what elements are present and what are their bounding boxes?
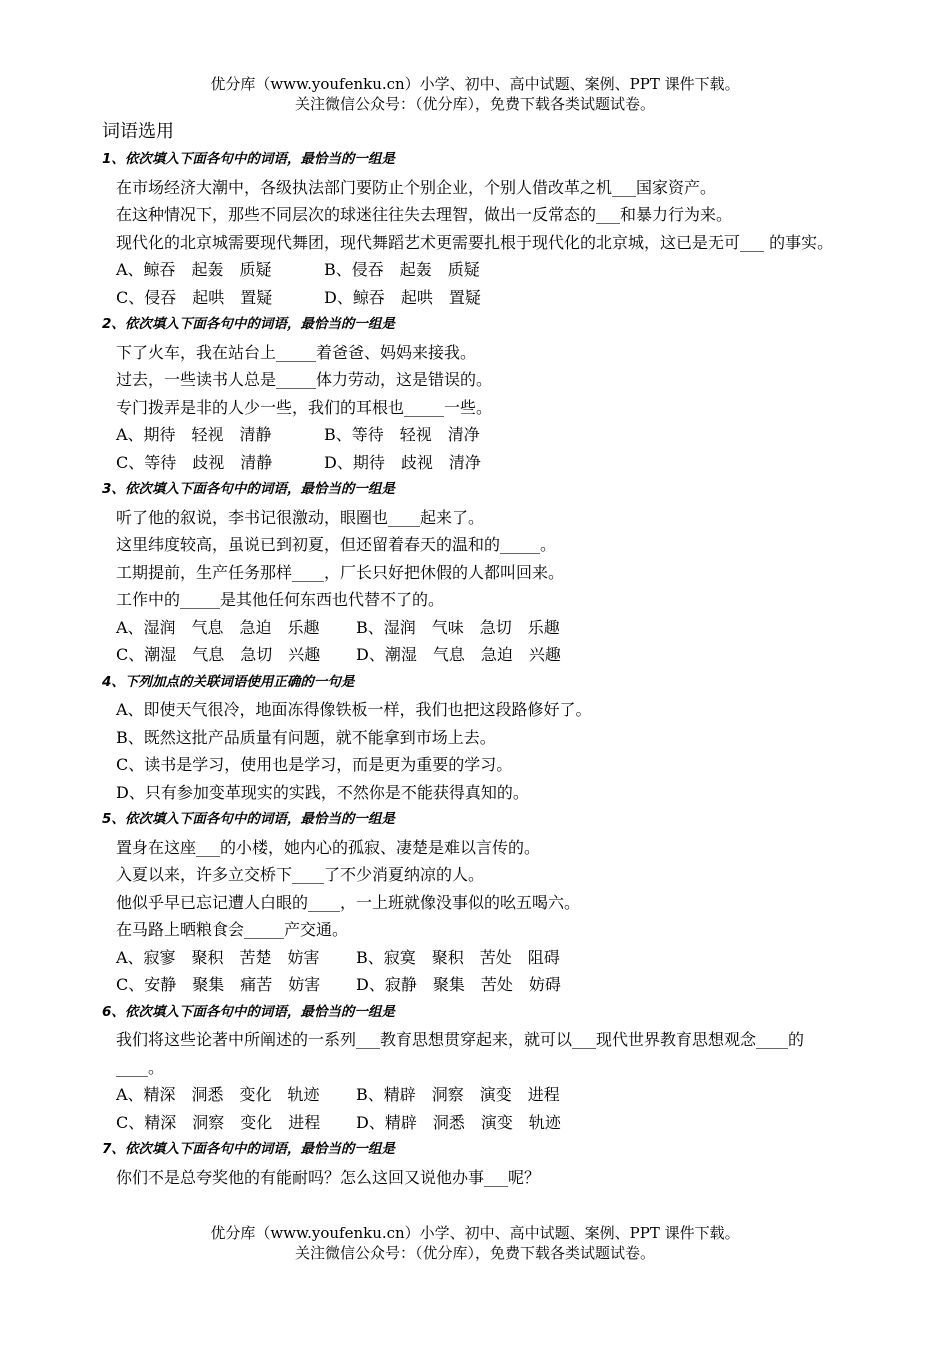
option-d: D、鲸吞 起哄 置疑 [324,287,481,307]
option-b: B、湿润 气味 急切 乐趣 [356,617,560,637]
option-c: C、读书是学习，使用也是学习，而是更为重要的学习。 [116,755,513,774]
option-b: B、既然这批产品质量有问题，就不能拿到市场上去。 [116,727,496,747]
document-body [102,118,862,1191]
question-1 [102,146,862,311]
question-title: 5、依次填入下面各句中的词语，最恰当的一组是 [102,811,395,827]
options-row [102,256,862,284]
question-sentence: 专门拨弄是非的人少一些，我们的耳根也_____一些。 [116,397,493,417]
options-row [102,449,862,477]
options-row [102,971,862,999]
option-b: B、精辟 洞察 演变 进程 [356,1085,560,1104]
option-b: B、寂寞 聚积 苦处 阻碍 [356,947,560,967]
option-d: D、精辟 洞悉 演变 轨迹 [356,1112,561,1132]
question-sentence: 下了火车，我在站台上_____着爸爸、妈妈来接我。 [116,342,477,362]
options-row [102,1109,862,1137]
option-c: C、侵吞 起哄 置疑 [116,287,273,307]
question-sentence: 我们将这些论著中所阐述的一系列___教育思想贯穿起来，就可以___现代世界教育思想观念____的____。 [116,1030,805,1077]
header-line-2: 关注微信公众号：（优分库），免费下载各类试题试卷。 [294,95,655,113]
question-sentence: 在马路上晒粮食会_____产交通。 [116,920,349,939]
options-row [102,1081,862,1109]
question-2 [102,311,862,476]
page-footer [0,1223,950,1263]
question-5 [102,806,862,999]
options-row [102,421,862,449]
question-3 [102,476,862,669]
footer-line-2: 关注微信公众号：（优分库），免费下载各类试题试卷。 [294,1244,655,1262]
section-title: 词语选用 [102,121,174,142]
options-row [102,614,862,642]
page-header [0,74,950,114]
option-c: C、安静 聚集 痛苦 妨害 [116,975,321,994]
option-a: A、即使天气很冷，地面冻得像铁板一样，我们也把这段路修好了。 [116,700,592,719]
question-sentence: 在这种情况下，那些不同层次的球迷往往失去理智，做出一反常态的___和暴力行为来。 [116,205,733,224]
option-d: D、只有参加变革现实的实践，不然你是不能获得真知的。 [116,782,529,802]
options-row [102,641,862,669]
question-sentence: 过去，一些读书人总是_____体力劳动，这是错误的。 [116,370,493,389]
question-6 [102,999,862,1137]
option-d: D、期待 歧视 清净 [324,452,481,472]
question-sentence: 你们不是总夸奖他的有能耐吗？怎么这回又说他办事___呢？ [116,1167,541,1187]
question-title: 2、依次填入下面各句中的词语，最恰当的一组是 [102,316,395,332]
question-sentence: 这里纬度较高，虽说已到初夏，但还留着春天的温和的_____。 [116,535,557,554]
question-sentence: 听了他的叙说，李书记很激动，眼圈也____起来了。 [116,507,485,527]
option-a: A、期待 轻视 清静 [116,425,272,444]
option-a: A、寂寥 聚积 苦楚 妨害 [116,947,320,967]
footer-line-1: 优分库（www.youfenku.cn）小学、初中、高中试题、案例、PPT 课件下载。 [210,1224,740,1242]
option-c: C、等待 歧视 清静 [116,452,273,472]
question-sentence: 在市场经济大潮中，各级执法部门要防止个别企业，个别人借改革之机___国家资产。 [116,177,717,197]
option-c: C、潮湿 气息 急切 兴趣 [116,645,321,664]
question-sentence: 现代化的北京城需要现代舞团，现代舞蹈艺术更需要扎根于现代化的北京城，这已是无可___ 的事实。 [116,232,834,252]
option-a: A、精深 洞悉 变化 轨迹 [116,1085,320,1104]
options-row [102,284,862,312]
question-title: 4、下列加点的关联词语使用正确的一句是 [102,673,355,690]
option-b: B、等待 轻视 清净 [324,425,480,444]
question-sentence: 工作中的_____是其他任何东西也代替不了的。 [116,590,445,609]
question-sentence: 置身在这座___的小楼，她内心的孤寂、凄楚是难以言传的。 [116,837,541,857]
option-a: A、湿润 气息 急迫 乐趣 [116,617,320,637]
option-a: A、鲸吞 起轰 质疑 [116,260,272,279]
options-row [102,944,862,972]
header-line-1: 优分库（www.youfenku.cn）小学、初中、高中试题、案例、PPT 课件下载。 [210,75,740,93]
option-d: D、潮湿 气息 急迫 兴趣 [356,645,561,664]
question-7 [102,1136,862,1191]
question-title: 7、依次填入下面各句中的词语，最恰当的一组是 [102,1141,395,1157]
question-title: 6、依次填入下面各句中的词语，最恰当的一组是 [102,1003,395,1020]
option-b: B、侵吞 起轰 质疑 [324,260,480,279]
question-title: 3、依次填入下面各句中的词语，最恰当的一组是 [102,481,395,497]
question-sentence: 他似乎早已忘记遭人白眼的____，一上班就像没事似的吆五喝六。 [116,892,581,912]
question-sentence: 入夏以来，许多立交桥下____了不少消夏纳凉的人。 [116,865,485,884]
option-d: D、寂静 聚集 苦处 妨碍 [356,975,561,994]
option-c: C、精深 洞察 变化 进程 [116,1112,321,1132]
question-sentence: 工期提前，生产任务那样____，厂长只好把休假的人都叫回来。 [116,562,565,582]
question-4 [102,669,862,807]
question-title: 1、依次填入下面各句中的词语，最恰当的一组是 [102,151,395,167]
